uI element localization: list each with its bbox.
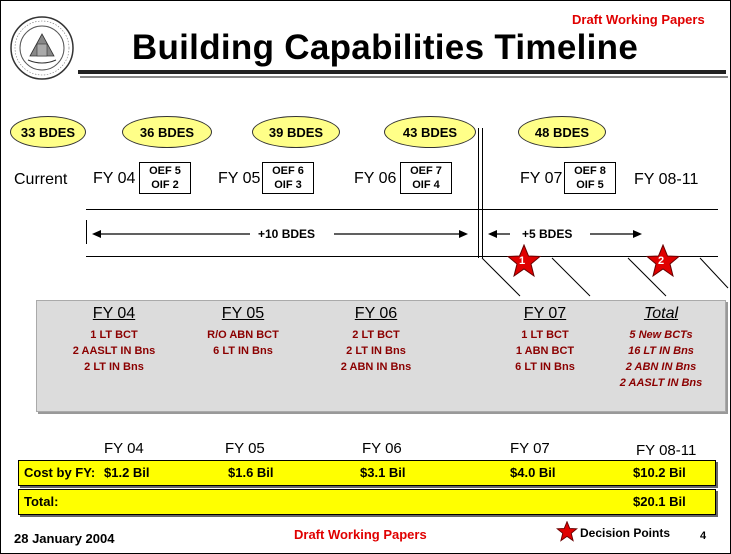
cost-fy-08-11: FY 08-11	[636, 442, 697, 459]
cost-value-fy06: $3.1 Bil	[360, 465, 406, 480]
column-item: 2 ABN IN Bns	[625, 361, 697, 373]
oif-label: OIF 3	[274, 179, 302, 191]
column-item: 2 LT IN Bns	[346, 345, 406, 357]
oval-bdes-2: 36 BDES	[122, 116, 212, 148]
timeline-fy-08-11: FY 08-11	[634, 171, 699, 188]
plus-10-bdes: +10 BDES	[258, 227, 316, 241]
timeline-fy-06: FY 06	[354, 170, 397, 187]
oef-label: OEF 7	[410, 165, 442, 177]
column-heading: Total	[643, 305, 679, 322]
cost-row-label: Cost by FY:	[24, 465, 96, 480]
oef-label: OEF 6	[272, 165, 304, 177]
column-heading: FY 05	[221, 305, 265, 322]
oval-bdes-3: 39 BDES	[252, 116, 340, 148]
column-item: 2 AASLT IN Bns	[619, 377, 703, 389]
cost-value-fy07: $4.0 Bil	[510, 465, 556, 480]
column-item: 2 LT IN Bns	[84, 361, 144, 373]
decision-point-2-label: 2	[658, 255, 665, 267]
page-title: Building Capabilities Timeline	[131, 28, 639, 67]
oif-label: OIF 2	[151, 179, 179, 191]
oval-bdes-5: 48 BDES	[518, 116, 606, 148]
column-item: 6 LT IN Bns	[515, 361, 575, 373]
column-item: 1 LT BCT	[521, 329, 569, 341]
cost-fy-05: FY 05	[225, 440, 265, 457]
draft-header: Draft Working Papers	[572, 12, 705, 27]
column-item: R/O ABN BCT	[207, 329, 279, 341]
cost-fy-07: FY 07	[510, 440, 550, 457]
cost-value-fy04: $1.2 Bil	[104, 465, 150, 480]
column-item: 6 LT IN Bns	[213, 345, 273, 357]
column-item: 1 ABN BCT	[515, 345, 575, 357]
oif-label: OIF 4	[412, 179, 440, 191]
label-current: Current	[14, 171, 68, 188]
oval-bdes-4: 43 BDES	[384, 116, 476, 148]
column-item: 1 LT BCT	[90, 329, 138, 341]
timeline-fy-04: FY 04	[93, 170, 136, 187]
cost-value-fy08-11: $10.2 Bil	[633, 465, 686, 480]
column-heading: FY 04	[92, 305, 136, 322]
footer-date: 28 January 2004	[14, 531, 115, 546]
oif-label: OIF 5	[576, 179, 604, 191]
column-item: 2 ABN IN Bns	[340, 361, 412, 373]
total-value: $20.1 Bil	[633, 494, 686, 509]
legend-decision-points: Decision Points	[580, 526, 671, 540]
footer-draft: Draft Working Papers	[294, 527, 427, 542]
decision-point-1-label: 1	[519, 255, 526, 267]
page-number: 4	[700, 530, 707, 542]
oval-bdes-1: 33 BDES	[10, 116, 86, 148]
timeline-fy-07: FY 07	[520, 170, 563, 187]
column-item: 2 AASLT IN Bns	[72, 345, 156, 357]
timeline-fy-05: FY 05	[218, 170, 261, 187]
oef-label: OEF 5	[149, 165, 181, 177]
oef-label: OEF 8	[574, 165, 606, 177]
total-label: Total:	[24, 494, 59, 509]
cost-fy-04: FY 04	[104, 440, 144, 457]
column-item: 16 LT IN Bns	[628, 345, 694, 357]
column-item: 2 LT BCT	[352, 329, 400, 341]
column-item: 5 New BCTs	[629, 329, 693, 341]
cost-value-fy05: $1.6 Bil	[228, 465, 274, 480]
column-heading: FY 07	[523, 305, 567, 322]
column-heading: FY 06	[354, 305, 398, 322]
plus-5-bdes: +5 BDES	[522, 227, 573, 241]
cost-fy-06: FY 06	[362, 440, 402, 457]
